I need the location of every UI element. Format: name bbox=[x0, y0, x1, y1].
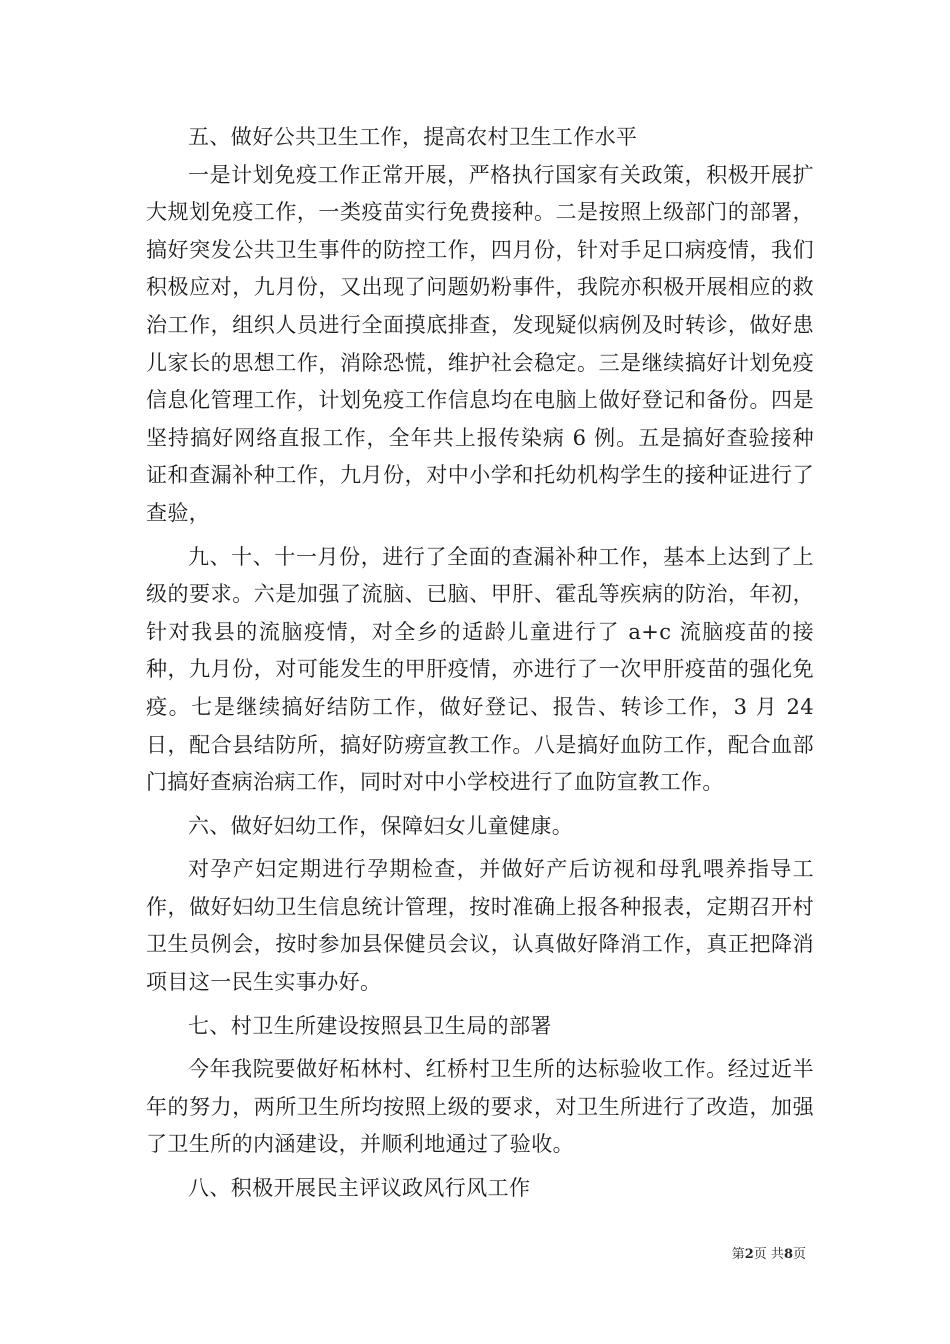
footer-suffix: 页 bbox=[792, 1247, 806, 1262]
footer-prefix: 第 bbox=[731, 1247, 745, 1262]
footer-total-pages: 8 bbox=[783, 1247, 793, 1262]
page-footer bbox=[732, 1243, 806, 1262]
paragraph-clinic-construction: 今年我院要做好柘林村、红桥村卫生所的达标验收工作。经过近半年的努力，两所卫生所均按照上级的要求，对卫生所进行了改造，加强了卫生所的内涵建设，并顺利地通过了验收。 bbox=[146, 1057, 814, 1157]
paragraph-disease-prevention: 九、十、十一月份，进行了全面的查漏补种工作，基本上达到了上级的要求。六是加强了流脑、已脑、甲肝、霍乱等疾病的防治，年初，针对我县的流脑疫情，对全乡的适龄儿童进行了 a+c 流脑疫苗的接种，九月份，对可能发生的甲肝疫情，亦进行了一次甲肝疫苗的强化免疫。七是继续搞好结防工作，做好登记、报告、转诊工作，3 月 24 日，配合县结防所，搞好防痨宣教工作。八是搞好血防工作，配合血部门搞好查病治病工作，同时对中小学校进行了血防宣教工作。 bbox=[146, 544, 814, 795]
document-body bbox=[146, 119, 814, 1208]
section-heading-7: 七、村卫生所建设按照县卫生局的部署 bbox=[188, 1013, 552, 1038]
section-heading-8: 八、积极开展民主评议政风行风工作 bbox=[188, 1176, 531, 1201]
section-heading-5: 五、做好公共卫生工作，提高农村卫生工作水平 bbox=[188, 125, 638, 149]
paragraph-public-health: 一是计划免疫工作正常开展，严格执行国家有关政策，积极开展扩大规划免疫工作，一类疫苗实行免费接种。二是按照上级部门的部署，搞好突发公共卫生事件的防控工作，四月份，针对手足口病疫情，我们积极应对，九月份，又出现了问题奶粉事件，我院亦积极开展相应的救治工作，组织人员进行全面摸底排查，发现疑似病例及时转诊，做好患儿家长的思想工作，消除恐慌，维护社会稳定。三是继续搞好计划免疫信息化管理工作，计划免疫工作信息均在电脑上做好登记和备份。四是坚持搞好网络直报工作，全年共上报传染病 6 例。五是搞好查验接种证和查漏补种工作，九月份，对中小学和托幼机构学生的接种证进行了查验， bbox=[146, 162, 814, 525]
footer-middle: 页 共 bbox=[753, 1247, 784, 1262]
section-heading-6: 六、做好妇幼工作，保障妇女儿童健康。 bbox=[188, 813, 574, 838]
footer-current-page: 2 bbox=[744, 1247, 754, 1262]
paragraph-maternal-child: 对孕产妇定期进行孕期检查，并做好产后访视和母乳喂养指导工作，做好妇幼卫生信息统计管理，按时准确上报各种报表，定期召开村卫生员例会，按时参加县保健员会议，认真做好降消工作，真正把降消项目这一民生实事办好。 bbox=[146, 857, 814, 995]
